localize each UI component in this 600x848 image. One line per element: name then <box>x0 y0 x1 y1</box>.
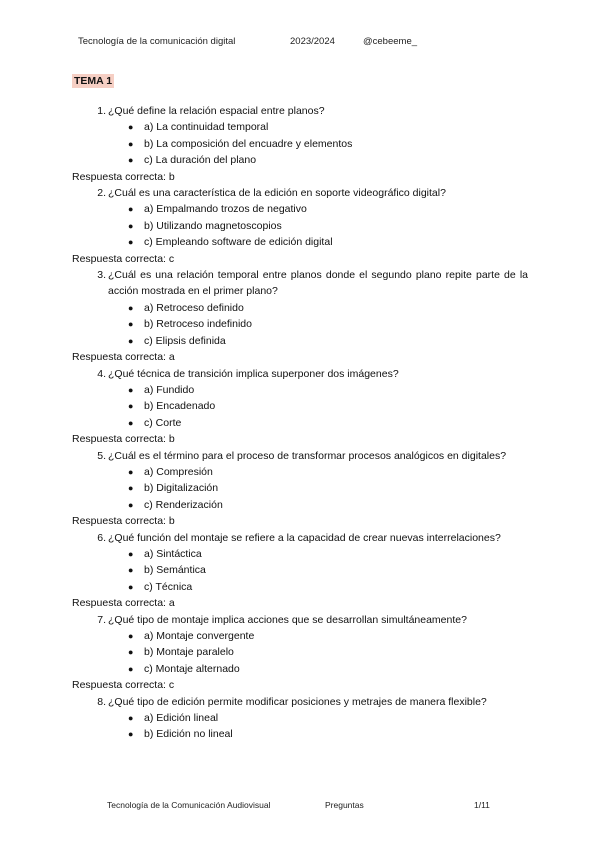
bullet-icon: ● <box>128 155 134 166</box>
question-text: ¿Cuál es una característica de la edición en soporte videográfico digital? <box>108 187 446 200</box>
question-item <box>0 185 600 267</box>
bullet-icon: ● <box>128 138 134 149</box>
question-text: ¿Qué función del montaje se refiere a la capacidad de crear nuevas interrelaciones? <box>108 531 501 544</box>
question-text: ¿Qué define la relación espacial entre planos? <box>108 105 325 117</box>
bullet-icon: ● <box>128 335 134 346</box>
bullet-icon: ● <box>128 631 134 641</box>
bullet-icon: ● <box>128 384 134 395</box>
options-list <box>0 546 600 595</box>
option-item <box>0 464 600 480</box>
bullet-icon: ● <box>128 713 134 724</box>
option-text: c) Montaje alternado <box>144 662 240 675</box>
bullet-icon: ● <box>128 237 134 248</box>
question-text: ¿Cuál es una relación temporal entre planos donde el segundo plano repite parte de la acción mostrada en el primer plano? <box>108 269 528 298</box>
section-title: TEMA 1 <box>74 75 113 87</box>
options-list <box>0 119 600 168</box>
bullet-icon: ● <box>128 417 134 428</box>
question-text: ¿Qué tipo de edición permite modificar posiciones y metrajes de manera flexible? <box>108 695 487 708</box>
answer-text: Respuesta correcta: b <box>72 515 175 528</box>
option-item <box>0 661 600 677</box>
options-list <box>0 300 600 349</box>
footer-label: Preguntas <box>325 800 364 810</box>
option-text: b) Montaje paralelo <box>144 646 234 659</box>
option-item <box>0 234 600 250</box>
question-number: 6. <box>97 531 106 544</box>
options-list <box>0 710 600 743</box>
option-text: a) Fundido <box>144 383 195 396</box>
option-item <box>0 300 600 316</box>
option-text: a) Compresión <box>144 465 213 478</box>
answer-text: Respuesta correcta: b <box>72 170 175 183</box>
answer-text: Respuesta correcta: c <box>72 252 175 265</box>
bullet-icon: ● <box>128 483 134 494</box>
option-text: a) Retroceso definido <box>144 301 244 314</box>
option-item <box>0 316 600 332</box>
question-item <box>0 366 600 448</box>
options-list <box>0 382 600 431</box>
page-footer <box>0 800 600 812</box>
bullet-icon: ● <box>128 302 134 313</box>
question-row <box>0 612 600 628</box>
answer-text: Respuesta correcta: c <box>72 679 175 692</box>
option-text: b) Utilizando magnetoscopios <box>144 219 282 232</box>
option-text: c) Corte <box>144 416 182 429</box>
header-course: Tecnología de la comunicación digital <box>78 36 236 47</box>
question-item <box>0 448 600 530</box>
bullet-icon: ● <box>128 647 134 658</box>
question-row <box>0 694 600 710</box>
bullet-icon: ● <box>128 565 134 576</box>
option-item <box>0 152 600 168</box>
option-text: c) La duración del plano <box>144 154 257 167</box>
answer-text: Respuesta correcta: a <box>72 597 175 610</box>
option-item <box>0 726 600 742</box>
option-item <box>0 546 600 562</box>
option-text: b) Edición no lineal <box>144 728 233 741</box>
bullet-icon: ● <box>128 581 134 592</box>
options-list <box>0 628 600 677</box>
footer-subject: Tecnología de la Comunicación Audiovisual <box>107 800 271 810</box>
options-list <box>0 201 600 250</box>
question-number: 4. <box>97 367 106 380</box>
option-text: b) Retroceso indefinido <box>144 318 252 331</box>
option-item <box>0 644 600 660</box>
option-item <box>0 628 600 644</box>
question-number: 5. <box>97 449 106 462</box>
option-text: c) Elipsis definida <box>144 334 226 347</box>
header-author: @cebeeme_ <box>363 36 418 47</box>
bullet-icon: ● <box>128 122 134 133</box>
option-text: a) Montaje convergente <box>144 630 255 642</box>
options-list <box>0 464 600 513</box>
question-text: ¿Cuál es el término para el proceso de transformar procesos analógicos en digitales? <box>108 449 507 462</box>
bullet-icon: ● <box>128 319 134 330</box>
question-row <box>0 530 600 546</box>
option-text: b) Encadenado <box>144 400 216 413</box>
question-row <box>0 448 600 464</box>
question-item <box>0 694 600 743</box>
header-year: 2023/2024 <box>290 36 335 47</box>
option-text: b) La composición del encuadre y elementos <box>144 137 353 150</box>
question-number: 2. <box>97 187 106 200</box>
question-list <box>0 103 600 743</box>
question-number: 3. <box>97 269 106 282</box>
page-header <box>0 36 600 50</box>
option-item <box>0 333 600 349</box>
option-text: b) Semántica <box>144 564 206 577</box>
bullet-icon: ● <box>128 548 134 559</box>
question-text: ¿Qué técnica de transición implica superponer dos imágenes? <box>108 367 399 380</box>
option-text: c) Renderización <box>144 498 223 511</box>
bullet-icon: ● <box>128 466 134 477</box>
bullet-icon: ● <box>128 499 134 510</box>
question-item <box>0 267 600 365</box>
question-item <box>0 103 600 185</box>
option-item <box>0 218 600 234</box>
question-row <box>0 366 600 382</box>
option-text: b) Digitalización <box>144 482 219 495</box>
bullet-icon: ● <box>128 220 134 231</box>
option-item <box>0 201 600 217</box>
option-item <box>0 119 600 135</box>
bullet-icon: ● <box>128 663 134 674</box>
footer-page-number: 1/11 <box>474 800 490 810</box>
question-item <box>0 612 600 694</box>
answer-text: Respuesta correcta: a <box>72 351 175 364</box>
question-row <box>0 185 600 201</box>
option-item <box>0 398 600 414</box>
option-item <box>0 497 600 513</box>
option-item <box>0 562 600 578</box>
option-text: a) Empalmando trozos de negativo <box>144 203 307 216</box>
question-row <box>0 267 600 300</box>
option-text: a) Edición lineal <box>144 712 219 725</box>
option-item <box>0 415 600 431</box>
bullet-icon: ● <box>128 401 134 412</box>
answer-text: Respuesta correcta: b <box>72 433 175 446</box>
question-number: 1. <box>97 105 106 117</box>
option-item <box>0 480 600 496</box>
option-text: a) La continuidad temporal <box>144 121 269 134</box>
question-number: 8. <box>97 695 106 708</box>
option-item <box>0 136 600 152</box>
question-row <box>0 103 600 119</box>
question-number: 7. <box>97 613 106 626</box>
option-item <box>0 710 600 726</box>
option-text: c) Técnica <box>144 580 193 593</box>
question-item <box>0 530 600 612</box>
option-item <box>0 382 600 398</box>
question-text: ¿Qué tipo de montaje implica acciones que se desarrollan simultáneamente? <box>108 613 467 626</box>
bullet-icon: ● <box>128 204 134 215</box>
option-text: c) Empleando software de edición digital <box>144 236 333 249</box>
bullet-icon: ● <box>128 729 134 740</box>
option-text: a) Sintáctica <box>144 547 202 560</box>
option-item <box>0 579 600 595</box>
